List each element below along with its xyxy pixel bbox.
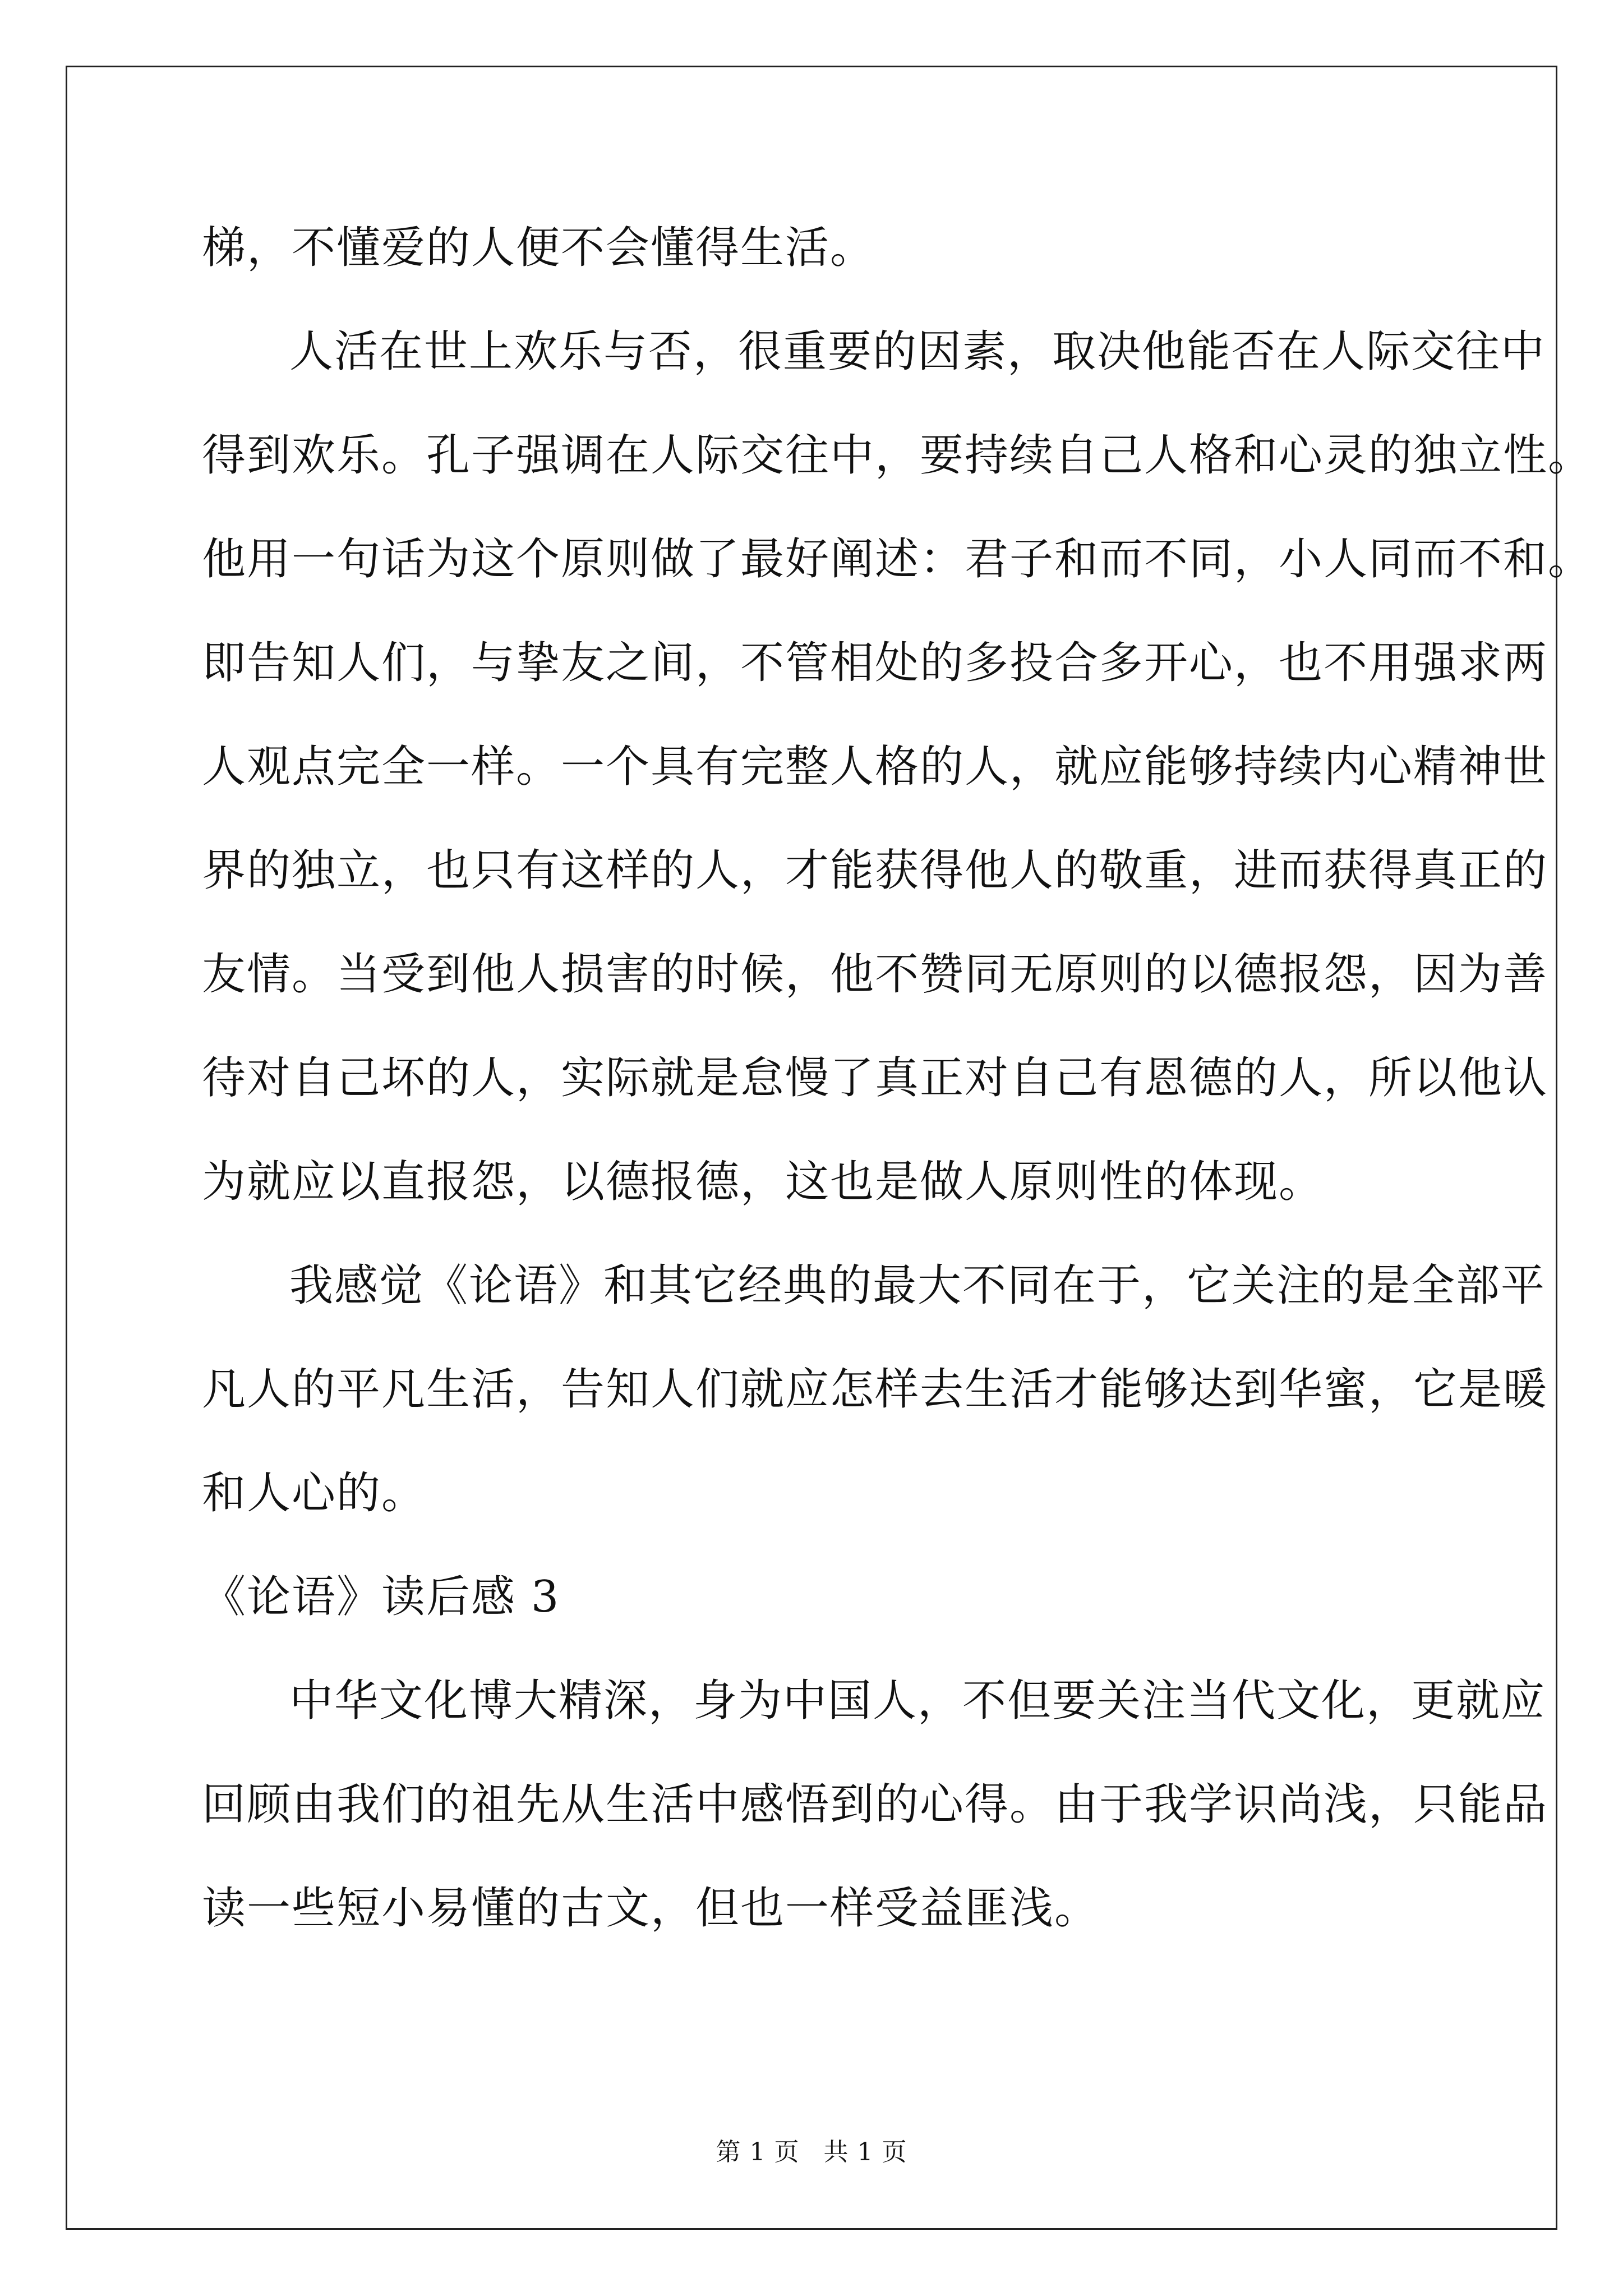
page-total: 共 1 页: [823, 2138, 907, 2166]
document-body: [202, 196, 1593, 1961]
page-footer: [0, 2132, 1623, 2168]
text-line: 和人心的。: [202, 1468, 427, 1519]
text-line: 为就应以直报怨，以德报德，这也是做人原则性的体现。: [202, 1157, 1324, 1207]
text-line: 梯，不懂爱的人便不会懂得生活。: [202, 223, 875, 273]
text-line: 回顾由我们的祖先从生活中感悟到的心得。由于我学识尚浅，只能品: [202, 1779, 1548, 1830]
text-line: 人观点完全一样。一个具有完整人格的人，就应能够持续内心精神世: [202, 742, 1548, 792]
text-line: 人活在世上欢乐与否，很重要的因素，取决他能否在人际交往中: [289, 326, 1546, 377]
text-line: 他用一句话为这个原则做了最好阐述：君子和而不同，小人同而不和。: [202, 534, 1593, 585]
text-line: 待对自己坏的人，实际就是怠慢了真正对自己有恩德的人，所以他认: [202, 1053, 1548, 1103]
text-line: 我感觉《论语》和其它经典的最大不同在于，它关注的是全部平: [289, 1260, 1546, 1311]
text-line: 凡人的平凡生活，告知人们就应怎样去生活才能够达到华蜜，它是暖: [202, 1364, 1548, 1415]
section-heading: 《论语》读后感 3: [202, 1572, 560, 1622]
text-line: 即告知人们，与挚友之间，不管相处的多投合多开心，也不用强求两: [202, 638, 1548, 688]
page-number: 第 1 页: [716, 2138, 800, 2166]
text-line: 中华文化博大精深，身为中国人，不但要关注当代文化，更就应: [289, 1676, 1546, 1726]
text-line: 读一些短小易懂的古文，但也一样受益匪浅。: [202, 1883, 1100, 1934]
text-line: 得到欢乐。孔子强调在人际交往中，要持续自己人格和心灵的独立性。: [202, 430, 1593, 481]
text-line: 界的独立，也只有这样的人，才能获得他人的敬重，进而获得真正的: [202, 845, 1548, 896]
text-line: 友情。当受到他人损害的时候，他不赞同无原则的以德报怨，因为善: [202, 949, 1548, 1000]
